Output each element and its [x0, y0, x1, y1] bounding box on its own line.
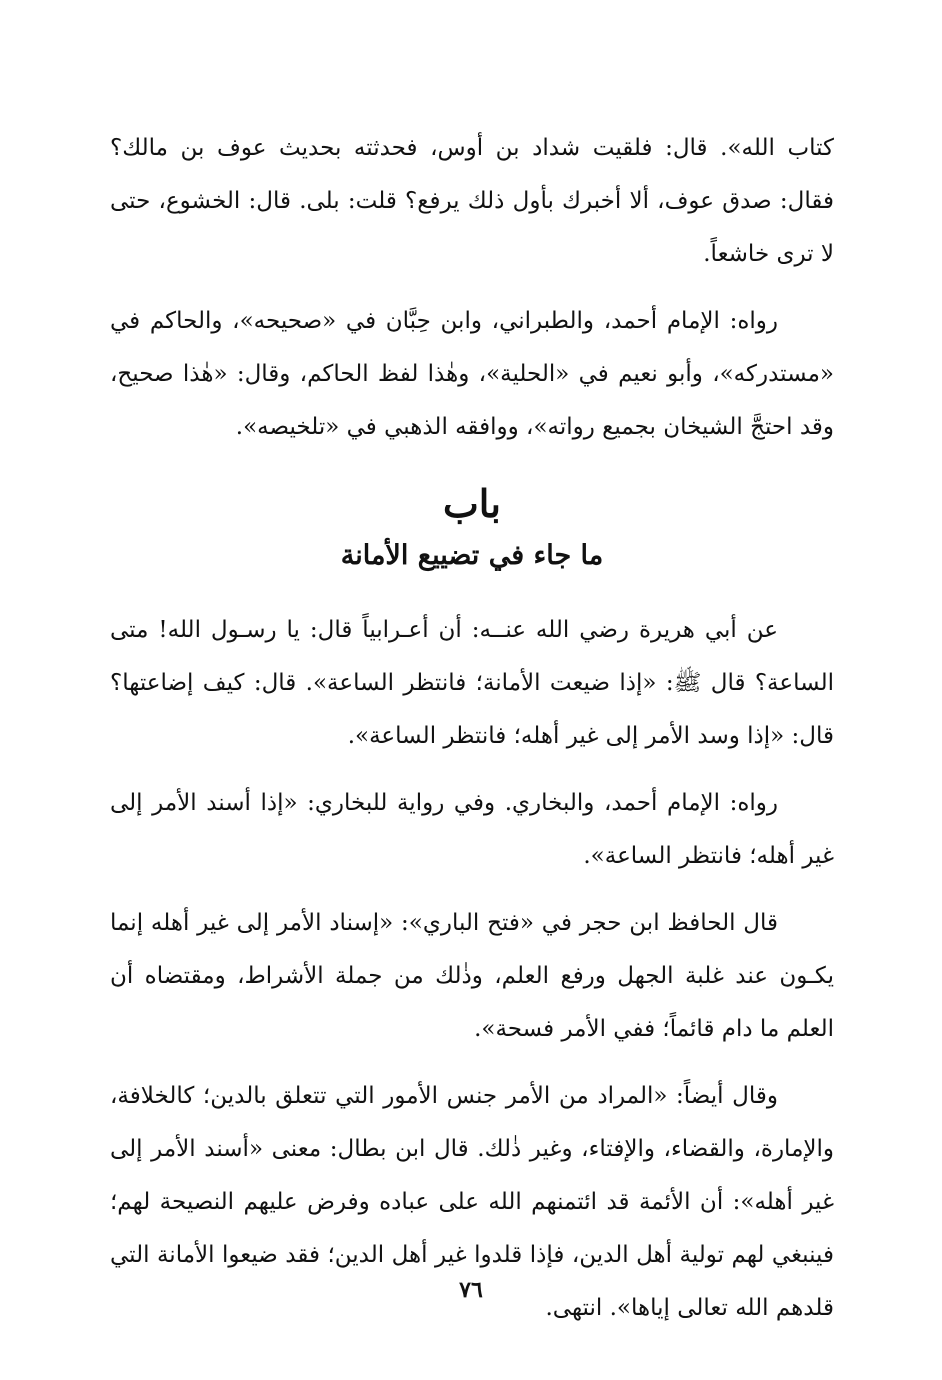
paragraph-hadith-abu-hurayra: عن أبي هريرة رضي الله عنــه: أن أعـرابياً قال: يا رسـول الله! متى الساعة؟ قال ﷺ: «إذا ضيعت الأمانة؛ فانتظر الساعة». قال: كيف إضاعتها؟ قال: «إذا وسد الأمر إلى غير أهله؛ فانتظر الساعة». — [110, 617, 834, 749]
paragraph-narration-sources: رواه: الإمام أحمد، والطبراني، وابن حِبَّان في «صحيحه»، والحاكم في «مستدركه»، وأبو نعيم في «الحلية»، وهٰذا لفظ الحاكم، وقال: «هٰذا صحيح، وقد احتجَّ الشيخان بجميع رواته»، ووافقه الذهبي في «تلخيصه». — [110, 308, 834, 440]
page-body — [110, 122, 834, 1349]
paragraph-ibn-hajar-commentary: قال الحافظ ابن حجر في «فتح الباري»: «إسناد الأمر إلى غير أهله إنما يكـون عند غلبة الجهل ورفع العلم، وذٰلك من جملة الأشراط، ومقتضاه أن العلم ما دام قائماً؛ ففي الأمر فسحة». — [110, 910, 834, 1042]
chapter-title: ما جاء في تضييع الأمانة — [340, 540, 604, 571]
paragraph-hadith-continuation: كتاب الله». قال: فلقيت شداد بن أوس، فحدثته بحديث عوف بن مالك؟ فقال: صدق عوف، ألا أخبرك بأول ذلك يرفع؟ قلت: بلى. قال: الخشوع، حتى لا ترى خاشعاً. — [110, 135, 834, 267]
chapter-heading — [110, 476, 834, 580]
chapter-label: باب — [443, 481, 501, 526]
page-number: ٧٦ — [459, 1277, 483, 1303]
paragraph-bukhari-narration: رواه: الإمام أحمد، والبخاري. وفي رواية للبخاري: «إذا أسند الأمر إلى غير أهله؛ فانتظر الساعة». — [110, 790, 834, 869]
paragraph-ibn-battal-commentary: وقال أيضاً: «المراد من الأمر جنس الأمور التي تتعلق بالدين؛ كالخلافة، والإمارة، والقضاء، والإفتاء، وغير ذٰلك. قال ابن بطال: معنى «أسند الأمر إلى غير أهله»: أن الأئمة قد ائتمنهم الله على عباده وفرض عليهم النصيحة لهم؛ فينبغي لهم تولية أهل الدين، فإذا قلدوا غير أهل الدين؛ فقد ضيعوا الأمانة التي قلدهم الله تعالى إياها». انتهى. — [110, 1083, 834, 1321]
